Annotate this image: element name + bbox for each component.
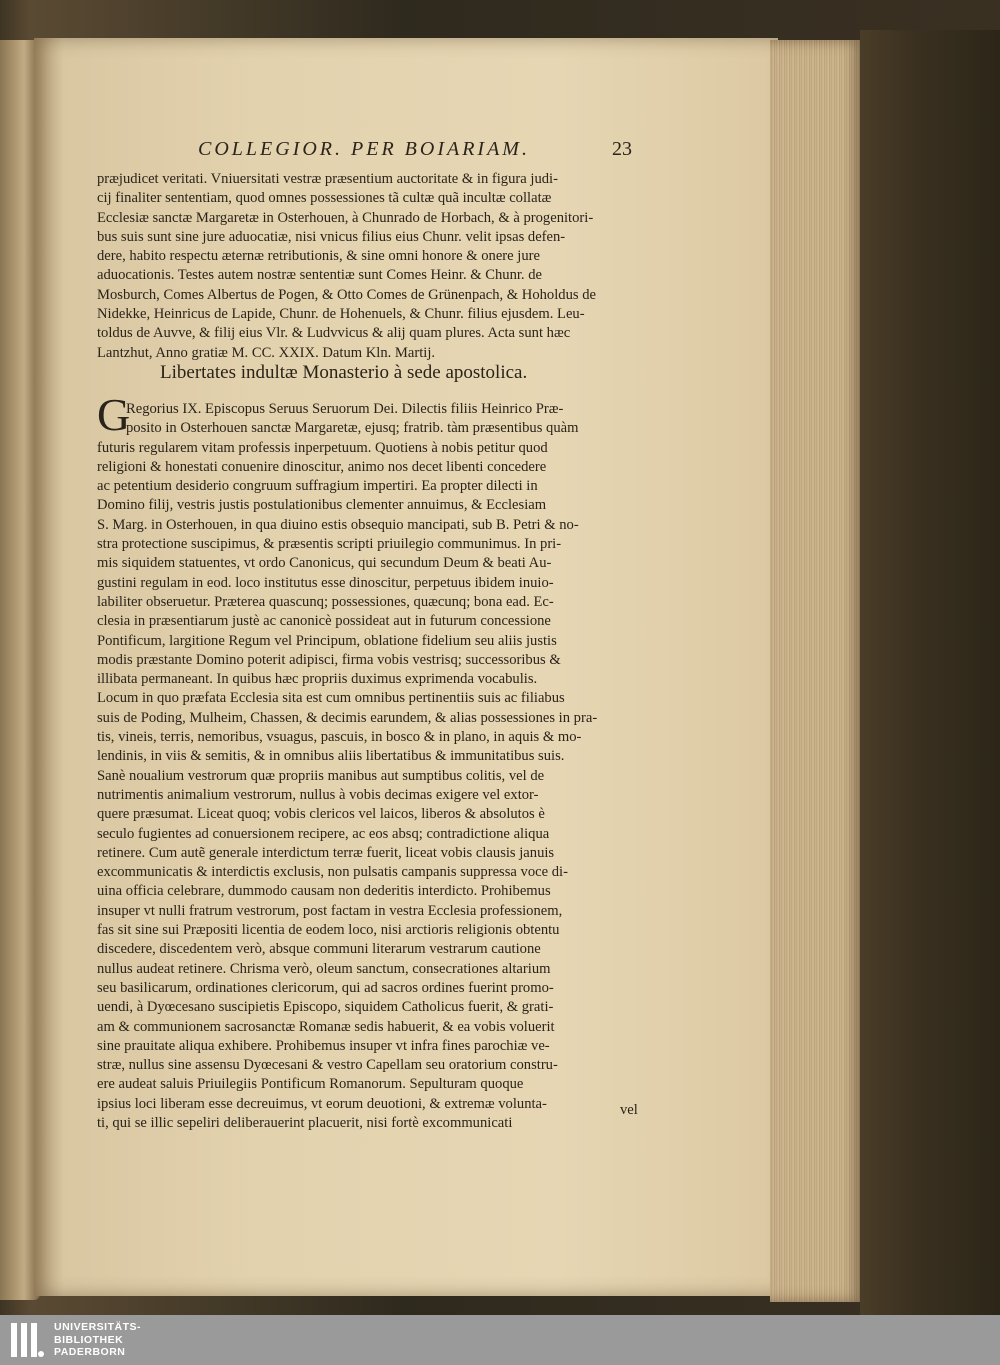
text-line: modis præstante Domino poterit adipisci, firma vobis vestrisq; successoribus & [97, 651, 561, 668]
text-line: gustini regulam in eod. loco institutus esse dinoscitur, perpetuus ibidem inuio- [97, 574, 554, 591]
text-line: ere audeat saluis Priuilegiis Pontificum Romanorum. Sepulturam quoque [97, 1076, 524, 1093]
library-footer-bar [0, 1315, 1000, 1365]
text-line: nullus audeat retinere. Chrisma verò, oleum sanctum, consecrationes altarium [97, 960, 551, 977]
text-line: tis, vineis, terris, nemoribus, vsuagus, pascuis, in bosco & in plano, in aquis & mo- [97, 729, 582, 746]
text-line: cij finaliter sententiam, quod omnes possessiones tã cultæ quã incultæ collatæ [97, 190, 552, 207]
catchword: vel [620, 1102, 638, 1118]
text-line: Domino filij, vestris justis postulationibus clementer annuimus, & Ecclesiam [97, 497, 547, 514]
text-line: Mosburch, Comes Albertus de Pogen, & Otto Comes de Grünenpach, & Hoholdus de [97, 286, 596, 303]
text-line: futuris regularem vitam professis inperpetuum. Quotiens à nobis petitur quod [97, 439, 548, 456]
text-line: toldus de Auvve, & filij eius Vlr. & Ludvvicus & alij quam plures. Acta sunt hæc [97, 325, 571, 342]
book-cover [860, 30, 1000, 1315]
page-number: 23 [612, 138, 632, 160]
text-line: Pontificum, largitione Regum vel Principum, oblatione fidelium seu aliis justis [97, 632, 557, 649]
text-line: suis de Poding, Mulheim, Chassen, & decimis earundem, & alias possessiones in pra- [97, 709, 598, 726]
text-line: labiliter obseruetur. Præterea quascunq; possessiones, quæcunq; bona ead. Ec- [97, 593, 554, 610]
text-line: seu basilicarum, ordinationes clericorum, qui ad sacros ordines fuerint promo- [97, 979, 554, 996]
text-line: fas sit sine sui Præpositi licentia de eodem loco, nisi arctioris religionis obtentu [97, 922, 560, 939]
text-line: S. Marg. in Osterhouen, in qua diuino estis obsequio mancipati, sub B. Petri & no- [97, 516, 579, 533]
text-line: lendinis, in viis & semitis, & in omnibus aliis libertatibus & immunitatibus suis. [97, 748, 565, 765]
library-name-line-1: UNIVERSITÄTS- [54, 1321, 142, 1333]
library-logo-icon [8, 1320, 46, 1360]
text-line: uina officia celebrare, dummodo causam non dederitis interdicto. Prohibemus [97, 883, 551, 900]
text-line: ac petentium desiderio congruum suffragium impertiri. Ea propter dilecti in [97, 478, 538, 495]
text-line: præjudicet veritati. Vniuersitati vestræ præsentium auctoritate & in figura judi- [97, 171, 558, 187]
text-line: dere, habito respectu æternæ retributionis, & sine omni honore & onere jure [97, 248, 540, 265]
section-heading: Libertates indultæ Monasterio à sede apostolica. [160, 362, 528, 383]
paragraph-1 [97, 170, 643, 363]
text-line: nutrimentis animalium vestrorum, nullus à vobis decimas exigere vel extor- [97, 786, 539, 803]
text-line: Lantzhut, Anno gratiæ M. CC. XXIX. Datum Kln. Martij. [97, 344, 436, 361]
text-line: quere præsumat. Liceat quoq; vobis clericos vel laicos, liberos & absolutos è [97, 806, 545, 823]
text-line: religioni & honestati conuenire dinoscitur, animo nos decet libenti concedere [97, 458, 547, 475]
library-name-line-2: BIBLIOTHEK [54, 1333, 124, 1346]
text-line: excommunicatis & interdictis exclusis, non pulsatis campanis suppressa voce di- [97, 864, 568, 881]
library-name-line-3: PADERBORN [54, 1346, 126, 1358]
text-line: insuper vt nulli fratrum vestrorum, post factam in vestra Ecclesia professionem, [97, 902, 563, 919]
running-header: COLLEGIOR. PER BOIARIAM. [198, 138, 530, 160]
paragraph-2 [97, 400, 643, 1133]
text-line: ipsius loci liberam esse decreuimus, vt eorum deuotioni, & extremæ volunta- [97, 1095, 547, 1112]
text-line: retinere. Cum autẽ generale interdictum terræ fuerit, liceat vobis clausis januis [97, 844, 555, 861]
text-line: illibata permaneant. In quibus hæc propriis duximus exprimenda vocabulis. [97, 671, 538, 688]
drop-cap: G [97, 389, 131, 440]
text-line: mis siquidem statuentes, vt ordo Canonicus, qui secundum Deum & beati Au- [97, 555, 552, 572]
text-line: am & communionem sacrosanctæ Romanæ sedis habuerit, & ea vobis voluerit [97, 1018, 555, 1035]
text-line: aduocationis. Testes autem nostræ sententiæ sunt Comes Heinr. & Chunr. de [97, 267, 542, 284]
text-line: Regorius IX. Episcopus Seruus Seruorum Dei. Dilectis filiis Heinrico Præ- [126, 401, 564, 417]
text-line: discedere, discedentem verò, absque communi literarum vestrarum cautione [97, 941, 541, 958]
text-line: stra protectione suscipimus, & præsentis scripti priuilegio communimus. In pri- [97, 536, 562, 553]
text-line: Sanè noualium vestrorum quæ propriis manibus aut sumptibus colitis, vel de [97, 767, 545, 784]
text-line: seculo fugientes ad conuersionem recipere, ac eos absq; contradictione aliqua [97, 825, 550, 842]
library-name [54, 1321, 141, 1359]
text-line: uendi, à Dyœcesano suscipietis Episcopo, siquidem Catholicus fuerit, & grati- [97, 999, 554, 1016]
text-line: stræ, nullus sine assensu Dyœcesani & vestro Capellam seu oratorium constru- [97, 1057, 558, 1074]
text-line: Locum in quo præfata Ecclesia sita est cum omnibus pertinentiis suis ac filiabus [97, 690, 565, 707]
text-line: Ecclesiæ sanctæ Margaretæ in Osterhouen, à Chunrado de Horbach, & à progenitori- [97, 209, 594, 226]
text-line: ti, qui se illic sepeliri deliberauerint placuerit, nisi fortè excommunicati [97, 1114, 513, 1131]
text-line: sine prauitate aliqua exhibere. Prohibemus insuper vt infra fines parochiæ ve- [97, 1037, 550, 1054]
text-line: Nidekke, Heinricus de Lapide, Chunr. de Hohenuels, & Chunr. filius ejusdem. Leu- [97, 306, 585, 323]
text-line: posito in Osterhouen sanctæ Margaretæ, ejusq; fratrib. tàm præsentibus quàm [126, 420, 579, 437]
text-line: bus suis sunt sine jure aduocatiæ, nisi vnicus filius eius Chunr. velit ipsas defen- [97, 228, 566, 245]
text-line: clesia in præsentiarum justè ac canonicè possideat aut in futurum concessione [97, 613, 551, 630]
page-block-edges [770, 40, 865, 1302]
